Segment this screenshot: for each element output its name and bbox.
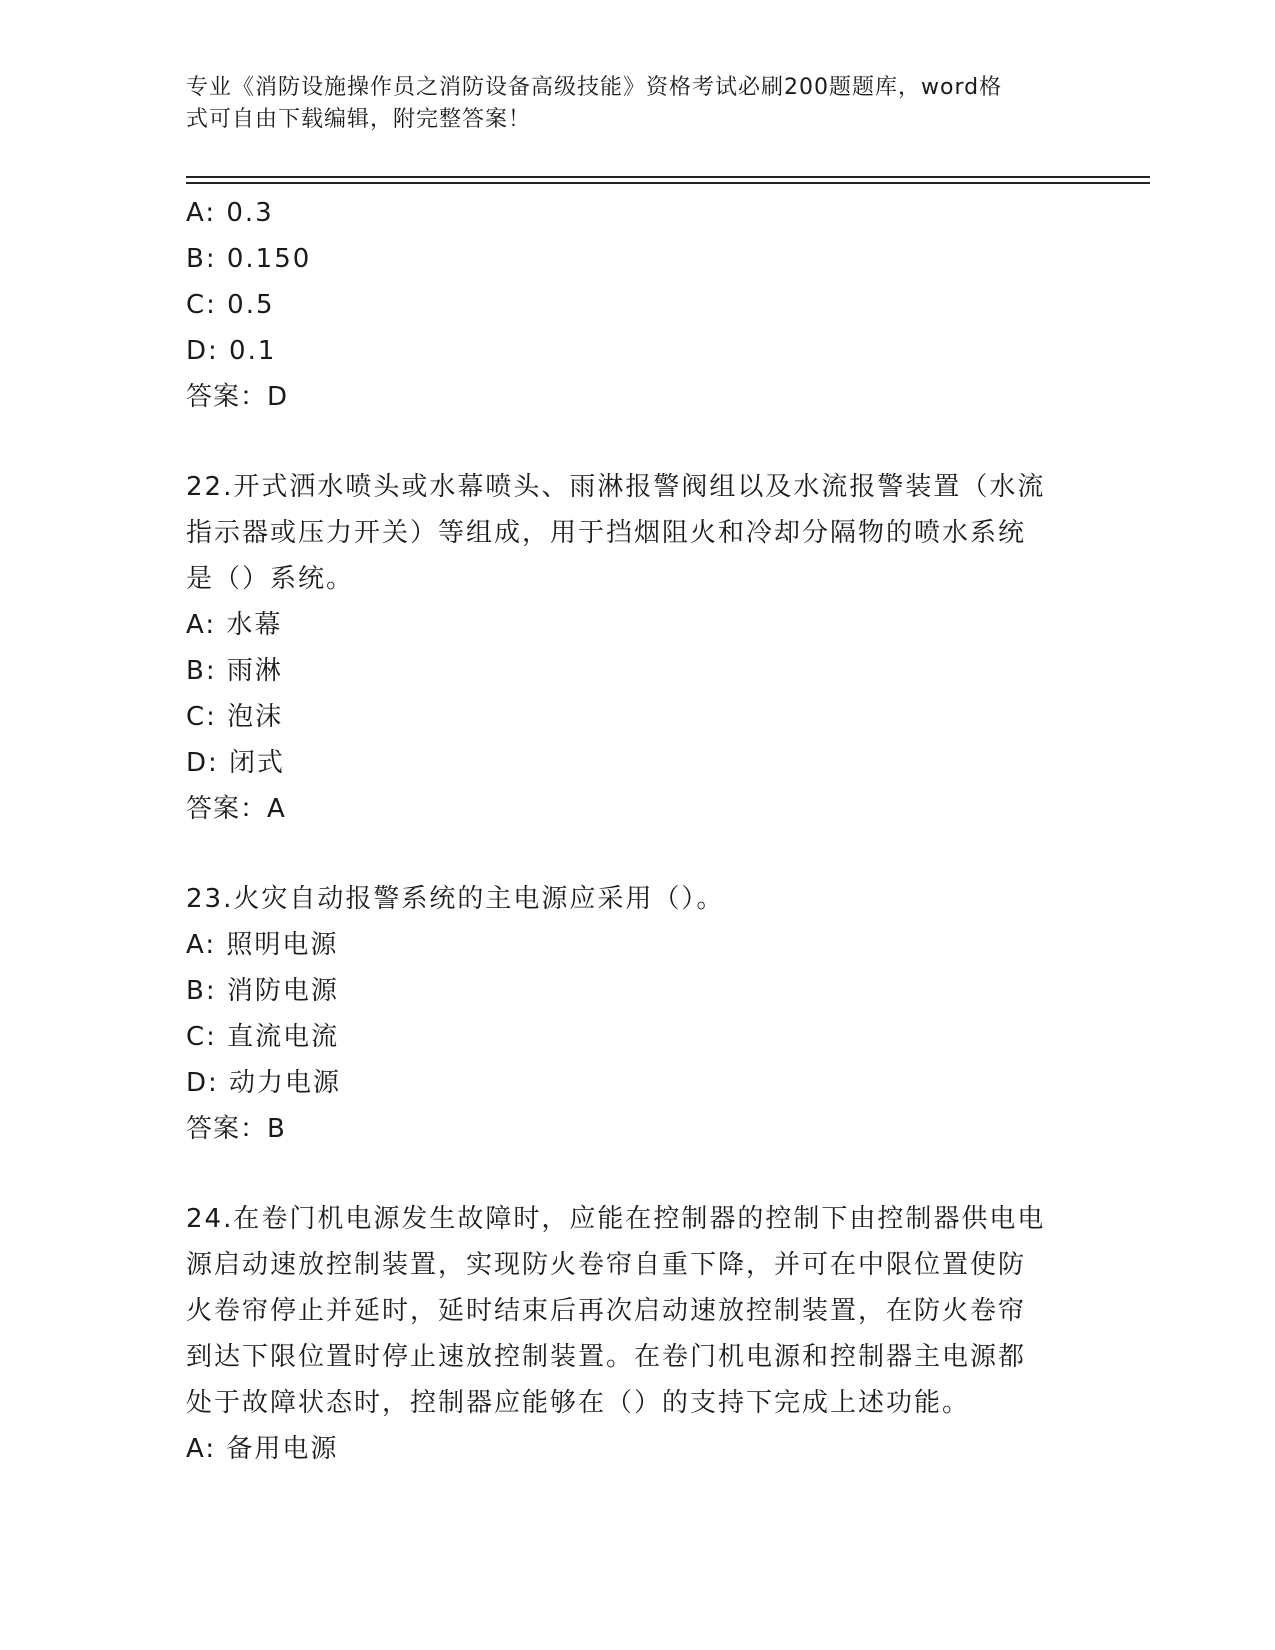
- question-stem: [186, 464, 1066, 602]
- option-b: B: 消防电源: [186, 976, 339, 1006]
- option-c: C: 0.5: [186, 290, 275, 320]
- option-a: A: 备用电源: [186, 1434, 339, 1464]
- answer: 答案：B: [186, 1114, 286, 1144]
- option-c: C: 直流电流: [186, 1022, 340, 1052]
- question-stem: [186, 1196, 1066, 1426]
- option-b: B: 0.150: [186, 244, 312, 274]
- spacer: [186, 420, 1066, 464]
- stem-line: 指示器或压力开关）等组成，用于挡烟阻火和冷却分隔物的喷水系统: [186, 518, 1027, 548]
- question-24: [186, 1196, 1066, 1472]
- spacer: [186, 832, 1066, 876]
- question-list: [186, 190, 1066, 1472]
- header-divider-bottom: [186, 182, 1150, 184]
- stem-line: 处于故障状态时，控制器应能够在（）的支持下完成上述功能。: [186, 1388, 971, 1418]
- option-a: A: 0.3: [186, 198, 274, 228]
- stem-line: 是（）系统。: [186, 564, 355, 594]
- option-c: C: 泡沫: [186, 702, 284, 732]
- option-b: B: 雨淋: [186, 656, 283, 686]
- stem-line: 23.火灾自动报警系统的主电源应采用（）。: [186, 884, 725, 914]
- question-23: [186, 876, 1066, 1152]
- page-header: [186, 72, 1066, 136]
- answer: 答案：D: [186, 382, 289, 412]
- question-21: [186, 190, 1066, 420]
- header-divider-top: [186, 176, 1150, 178]
- option-d: D: 动力电源: [186, 1068, 342, 1098]
- spacer: [186, 1152, 1066, 1196]
- stem-line: 源启动速放控制装置，实现防火卷帘自重下降，并可在中限位置使防: [186, 1250, 1027, 1280]
- option-d: D: 0.1: [186, 336, 277, 366]
- stem-line: 24.在卷门机电源发生故障时，应能在控制器的控制下由控制器供电电: [186, 1204, 1046, 1234]
- answer: 答案：A: [186, 794, 286, 824]
- stem-line: 22.开式洒水喷头或水幕喷头、雨淋报警阀组以及水流报警装置（水流: [186, 472, 1046, 502]
- header-line-2: 式可自由下载编辑，附完整答案！: [186, 107, 532, 132]
- stem-line: 到达下限位置时停止速放控制装置。在卷门机电源和控制器主电源都: [186, 1342, 1027, 1372]
- question-stem: [186, 876, 1066, 922]
- option-d: D: 闭式: [186, 748, 286, 778]
- option-a: A: 水幕: [186, 610, 283, 640]
- option-a: A: 照明电源: [186, 930, 339, 960]
- question-22: [186, 464, 1066, 832]
- header-line-1: 专业《消防设施操作员之消防设备高级技能》资格考试必刷200题题库，word格: [186, 75, 1003, 100]
- stem-line: 火卷帘停止并延时，延时结束后再次启动速放控制装置，在防火卷帘: [186, 1296, 1027, 1326]
